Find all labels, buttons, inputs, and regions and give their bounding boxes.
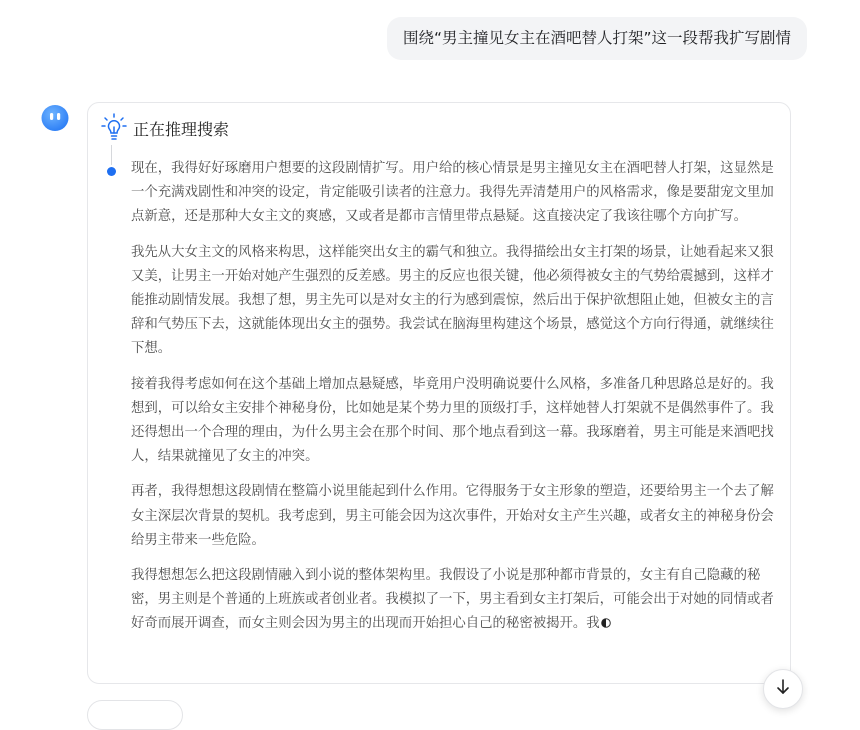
timeline-dot (107, 167, 116, 176)
reasoning-header[interactable] (101, 111, 229, 145)
reasoning-paragraph: 现在，我得好好琢磨用户想要的这段剧情扩写。用户给的核心情景是男主撞见女主在酒吧替人打架，这显然是一个充满戏剧性和冲突的设定，肯定能吸引读者的注意力。我得先弄清楚用户的风格需求，像是要甜宠文里加点新意，还是那种大女主文的爽感，又或者是都市言情里带点悬疑。这直接决定了我该往哪个方向扩写。 (131, 161, 774, 225)
reasoning-content (131, 157, 778, 637)
scroll-to-bottom-button[interactable] (763, 669, 803, 709)
reasoning-paragraph: 再者，我得想想这段剧情在整篇小说里能起到什么作用。它得服务于女主形象的塑造，还要给男主一个去了解女主深层次背景的契机。我考虑到，男主可能会因为这次事件，开始对女主产生兴趣，或者女主的神秘身份会给男主带来一些危险。 (131, 484, 774, 548)
timeline-line (111, 145, 112, 165)
reasoning-paragraph-text: 我得想想怎么把这段剧情融入到小说的整体架构里。我假设了小说是那种都市背景的，女主有自己隐藏的秘密，男主则是个普通的上班族或者创业者。我模拟了一下，男主看到女主打架后，可能会出于对她的同情或者好奇而展开调查，而女主则会因为男主的出现而开始担心自己的秘密被揭开。我 (131, 568, 774, 632)
lightbulb-icon (101, 113, 127, 143)
user-message-bubble (387, 17, 807, 60)
reasoning-paragraph: 我先从大女主文的风格来构思，这样能突出女主的霸气和独立。我得描绘出女主打架的场景，让她看起来又狠又美，让男主一开始对她产生强烈的反差感。男主的反应也很关键，他必须得被女主的气势给震撼到，这样才能推动剧情发展。我想了想，男主先可以是对女主的行为感到震惊，然后出于保护欲想阻止她，但被女主的言辞和气势压下去，这就能体现出女主的强势。我尝试在脑海里构建这个场景，感觉这个方向行得通，就继续往下想。 (131, 244, 774, 357)
next-section-pill (87, 700, 183, 730)
reasoning-card[interactable] (87, 102, 791, 684)
reasoning-paragraph: 接着我得考虑如何在这个基础上增加点悬疑感，毕竟用户没明确说要什么风格，多准备几种思路总是好的。我想到，可以给女主安排个神秘身份，比如她是某个势力里的顶级打手，这样她替人打架就不是偶然事件了。我还得想出一个合理的理由，为什么男主会在那个时间、那个地点看到这一幕。我琢磨着，男主可能是来酒吧找人，结果就撞见了女主的冲突。 (131, 376, 774, 465)
user-message-text: 围绕“男主撞见女主在酒吧替人打架”这一段帮我扩写剧情 (402, 29, 792, 47)
reasoning-paragraph-last (131, 564, 778, 637)
loading-spinner-icon (601, 613, 611, 623)
reasoning-title: 正在推理搜索 (133, 119, 230, 139)
arrow-down-icon (775, 678, 791, 700)
robot-avatar-icon (41, 104, 69, 132)
